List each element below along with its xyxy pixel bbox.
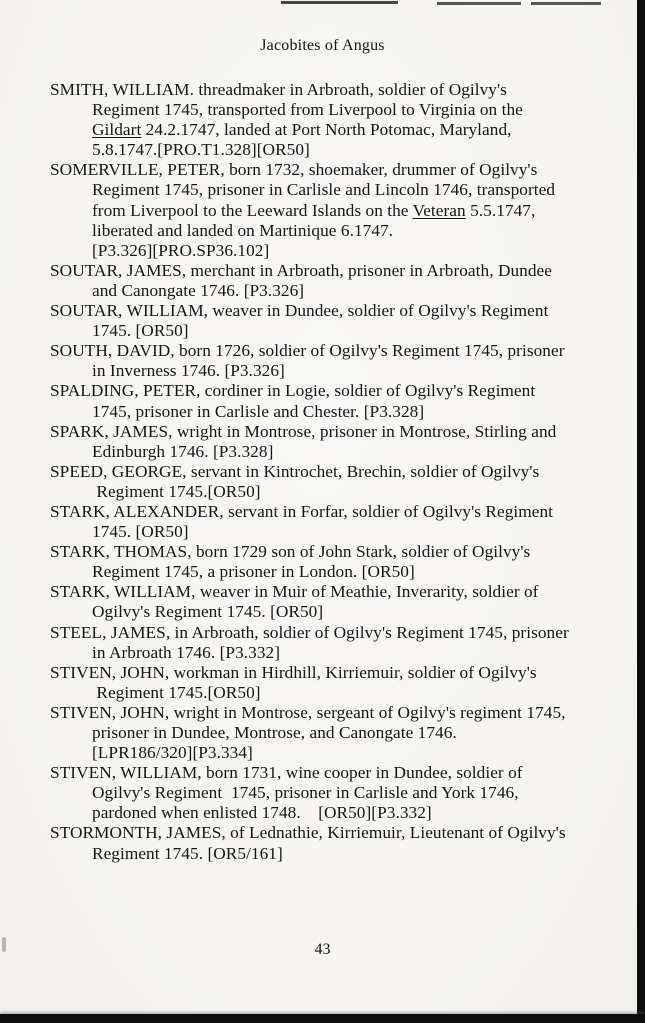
entry — [50, 422, 602, 462]
entry-line — [50, 743, 602, 763]
entry — [50, 261, 602, 301]
entry-line — [50, 241, 602, 261]
text-segment: in Inverness 1746. [P3.326] — [92, 361, 285, 381]
entry-line — [50, 803, 602, 823]
text-segment: and Canongate 1746. [P3.326] — [92, 280, 305, 300]
entry — [50, 502, 602, 542]
text-segment: prisoner in Dundee, Montrose, and Canongate 1746. — [92, 723, 457, 742]
entry-line — [50, 683, 602, 703]
text-segment: Regiment 1745.[OR50] — [92, 481, 261, 501]
entry-line — [50, 80, 602, 100]
entry-line — [50, 602, 602, 622]
entry-line — [50, 201, 602, 221]
entry-line — [50, 100, 602, 120]
underlined-ship-name: Veteran — [412, 200, 466, 220]
text-segment: STIVEN, WILLIAM, born 1731, wine cooper in Dundee, soldier of — [50, 763, 523, 783]
entry-line — [50, 844, 602, 864]
text-segment: STEEL, JAMES, in Arbroath, soldier of Ogilvy's Regiment 1745, prisoner — [50, 622, 569, 642]
entry-line — [50, 502, 602, 522]
scan-artifact-right-edge-bar — [637, 0, 645, 1023]
entry — [50, 703, 602, 763]
text-segment: from Liverpool to the Leeward Islands on the — [92, 200, 413, 220]
text-segment: [P3.326][PRO.SP36.102] — [92, 240, 270, 260]
text-segment: Regiment 1745, a prisoner in London. [OR50] — [92, 562, 415, 582]
entry-line — [50, 180, 602, 200]
entry-line — [50, 381, 602, 401]
entry — [50, 542, 602, 582]
text-segment: Ogilvy's Regiment 1745. [OR50] — [92, 602, 324, 622]
text-segment: SOUTAR, WILLIAM, weaver in Dundee, soldier of Ogilvy's Regiment — [50, 301, 549, 321]
entry-line — [50, 442, 602, 462]
entry-line — [50, 160, 602, 180]
entry-line — [50, 562, 602, 582]
entry-line — [50, 221, 602, 241]
scan-artifact-top-line-3 — [531, 2, 601, 5]
text-segment: 1745. [OR50] — [92, 321, 189, 341]
text-segment: Regiment 1745, prisoner in Carlisle and Lincoln 1746, transported — [92, 180, 556, 200]
text-segment: SOUTH, DAVID, born 1726, soldier of Ogilvy's Regiment 1745, prisoner — [50, 341, 565, 361]
entry-line — [50, 522, 602, 542]
scan-artifact-bottom-edge-bar — [0, 1014, 645, 1023]
text-segment: pardoned when enlisted 1748. [OR50][P3.332] — [92, 803, 432, 823]
text-segment: STIVEN, JOHN, wright in Montrose, sergeant of Ogilvy's regiment 1745, — [50, 702, 566, 722]
entry-line — [50, 763, 602, 783]
entry-line — [50, 321, 602, 341]
entry — [50, 823, 602, 863]
text-segment: Edinburgh 1746. [P3.328] — [92, 441, 274, 461]
text-segment: STARK, ALEXANDER, servant in Forfar, soldier of Ogilvy's Regiment — [50, 501, 553, 521]
text-segment: SPALDING, PETER, cordiner in Logie, soldier of Ogilvy's Regiment — [50, 381, 536, 401]
text-segment: in Arbroath 1746. [P3.332] — [92, 642, 281, 662]
text-segment: STIVEN, JOHN, workman in Hirdhill, Kirriemuir, soldier of Ogilvy's — [50, 662, 537, 682]
entry — [50, 381, 602, 421]
text-segment: Ogilvy's Regiment 1745, prisoner in Carlisle and York 1746, — [92, 783, 519, 803]
text-segment: SOMERVILLE, PETER, born 1732, shoemaker, drummer of Ogilvy's — [50, 160, 538, 180]
text-segment: 24.2.1747, landed at Port North Potomac, Maryland, — [141, 120, 512, 140]
text-segment: SPARK, JAMES, wright in Montrose, prisoner in Montrose, Stirling and — [50, 421, 557, 441]
text-segment: Regiment 1745.[OR50] — [92, 682, 261, 702]
text-segment: SOUTAR, JAMES, merchant in Arbroath, prisoner in Arbroath, Dundee — [50, 260, 552, 280]
text-segment: STARK, THOMAS, born 1729 son of John Stark, soldier of Ogilvy's — [50, 542, 531, 562]
text-segment: STORMONTH, JAMES, of Lednathie, Kirriemuir, Lieutenant of Ogilvy's — [50, 823, 566, 843]
entry-line — [50, 542, 602, 562]
page-header: Jacobites of Angus — [260, 37, 385, 54]
text-segment: Regiment 1745. [OR5/161] — [92, 843, 283, 863]
text-segment: SMITH, WILLIAM. threadmaker in Arbroath, soldier of Ogilvy's — [50, 80, 507, 99]
entry-line — [50, 462, 602, 482]
entry — [50, 160, 602, 260]
entry-line — [50, 663, 602, 683]
page-number: 43 — [314, 941, 331, 958]
entry-list — [50, 80, 602, 864]
scan-artifact-top-line-1 — [281, 1, 398, 4]
entry-line — [50, 281, 602, 301]
text-segment: 5.5.1747, — [465, 200, 536, 220]
entry-line — [50, 783, 602, 803]
text-segment: SPEED, GEORGE, servant in Kintrochet, Brechin, soldier of Ogilvy's — [50, 461, 540, 481]
entry-line — [50, 402, 602, 422]
underlined-ship-name: Gildart — [92, 120, 142, 140]
entry-line — [50, 341, 602, 361]
entry-line — [50, 361, 602, 381]
entry — [50, 663, 602, 703]
entry-line — [50, 120, 602, 140]
text-segment: liberated and landed on Martinique 6.1747. — [92, 220, 394, 240]
entry-line — [50, 261, 602, 281]
entry-line — [50, 140, 602, 160]
entry — [50, 462, 602, 502]
scan-artifact-top-line-2 — [437, 2, 521, 5]
entry-line — [50, 582, 602, 602]
entry-line — [50, 301, 602, 321]
entry — [50, 80, 602, 160]
text-segment: Regiment 1745, transported from Liverpool to Virginia on the — [92, 100, 523, 120]
entry-line — [50, 422, 602, 442]
entry — [50, 582, 602, 622]
entry-line — [50, 723, 602, 743]
entry — [50, 341, 602, 381]
entry-line — [50, 623, 602, 643]
entry — [50, 623, 602, 663]
entry-line — [50, 703, 602, 723]
text-segment: 1745, prisoner in Carlisle and Chester. [P3.328] — [92, 401, 425, 421]
text-segment: [LPR186/320][P3.334] — [92, 743, 253, 763]
text-segment: STARK, WILLIAM, weaver in Muir of Meathie, Inverarity, soldier of — [50, 582, 539, 602]
entry — [50, 763, 602, 823]
entry — [50, 301, 602, 341]
text-segment: 1745. [OR50] — [92, 522, 189, 542]
entry-line — [50, 643, 602, 663]
text-segment: 5.8.1747.[PRO.T1.328][OR50] — [92, 140, 310, 160]
entry-line — [50, 482, 602, 502]
entry-line — [50, 823, 602, 843]
